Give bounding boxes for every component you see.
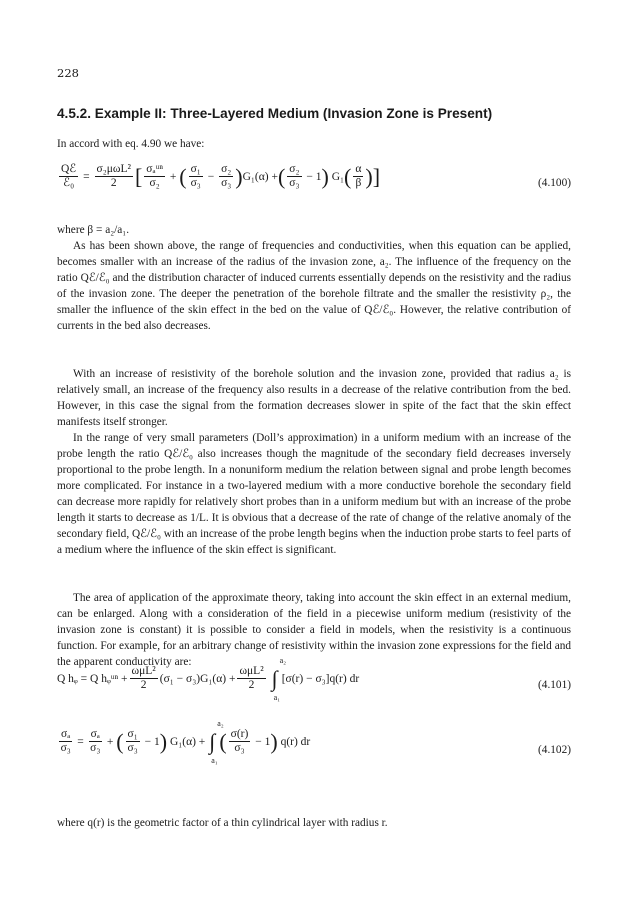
- intro-text: In accord with eq. 4.90 we have:: [57, 138, 205, 150]
- equation-number: (4.101): [538, 679, 571, 691]
- paragraph-1: As has been shown above, the range of frequencies and conductivities, when this equation can be applied, becomes smaller with an increase of the radius of the invasion zone, a₂. The influence of the frequency on the ratio Qℰ/ℰ₀ and the distribution character of induced currents essentially depends on the resistivity and the radius of the invasion zone. The deeper the penetration of the borehole filtrate and the smaller the resistivity ρ₂, the smaller the influence of the skin effect in the bed on the value of Qℰ/ℰ₀. However, the relative contribution of currents in the bed also decreases.: [57, 240, 571, 332]
- paragraph-4: The area of application of the approximate theory, taking into account the skin effect in an external medium, can be enlarged. Along with a consideration of the field in a piecewise uniform medium (resistivity of the invasion zone is constant) it is possible to consider a field in models, when the resistivity is a continuous function. For example, for an arbitrary change of resistivity within the invasion zone expressions for the field and the apparent conductivity are:: [57, 592, 571, 668]
- eq100-term1: $\frac{\text{σₐᵘⁿ}}{\text{σ₂}}$: [146, 163, 164, 189]
- equation-4-101: Q hᵩ = Q hᵩᵘⁿ + $\frac{\text{ωμL²}}{2}$ (σ₁ − σ₃)G₁(α) + $\frac{\text{ωμL²}}{2}$ ∫ a₂ a₁ [σ(r) − σ₃]q(r) dr (4.101): [57, 655, 571, 702]
- paragraph-2: With an increase of resistivity of the borehole solution and the invasion zone, provided that radius a₂ is relatively small, an increase of the frequency also results in a decrease of the relative contribution from the bed. However, in this case the signal from the formation decreases slower in spite of the fact that the skin effect manifests itself stronger.: [57, 368, 571, 428]
- integral-sign: ∫ a₂ a₁: [209, 718, 224, 765]
- equation-4-102: $\frac{\text{σₐ}}{\text{σ₃}}$ = $\frac{\text{σₐ}}{\text{σ₃}}$ + ( $\frac{\text{σ₁}}{\text{σ₃}}$ − 1 ) G₁(α) + ∫ a₂ a₁ ( $\frac{\sigma(r)}{\text{σ₃}}$ − 1 ) q(r) dr (4.102): [60, 718, 571, 765]
- equation-number: (4.102): [538, 744, 571, 756]
- page-number: 228: [57, 66, 79, 80]
- where-beta: where β = a₂/a₁.: [57, 224, 130, 236]
- integral-sign: ∫ a₂ a₁: [271, 655, 286, 702]
- closing-text: where q(r) is the geometric factor of a thin cylindrical layer with radius r.: [57, 817, 388, 829]
- equation-4-100: $\frac{\text{Qℰ}}{\text{ℰ₀}}$ = $\frac{\text{σ₂μωL²}}{2}$ [ $\frac{\text{σₐᵘⁿ}}{\text{σ₂}}$ + ( $\frac{\text{σ₁}}{\text{σ₃}}$ − $\frac{\text{σ₂}}{\text{σ₃}}$ ) G₁(α) + ( $\frac{\text{σ₂}}{\text{σ₃}}$ − 1 ) G₁ ( $\frac{\alpha}{\beta}$ )] (4.100): [61, 163, 571, 189]
- eq100-coef: $\frac{\text{σ₂μωL²}}{2}$: [96, 163, 131, 189]
- eq100-lhs: $\frac{\text{Qℰ}}{\text{ℰ₀}}$: [61, 163, 77, 189]
- equation-number: (4.100): [538, 177, 571, 189]
- paragraph-3: In the range of very small parameters (Doll’s approximation) in a uniform medium with an increase of the probe length the ratio Qℰ/ℰ₀ also increases though the magnitude of the secondary field decreases inversely proportional to the probe length. In a nonuniform medium the relation between signal and probe length becomes more complicated. For instance in a two-layered medium with a more conductive borehole the secondary field can decrease more rapidly for relatively short probes than in a uniform medium but with an increase of the probe length it starts to decrease as 1/L. It is obvious that a decrease of the rate of change of the relative anomaly of the secondary field, Qℰ/ℰ₀ with an increase of the probe length begins when the induction probe starts to feel parts of a medium where the influence of the skin effect is significant.: [57, 432, 571, 556]
- section-heading: 4.5.2. Example II: Three-Layered Medium (Invasion Zone is Present): [57, 106, 493, 121]
